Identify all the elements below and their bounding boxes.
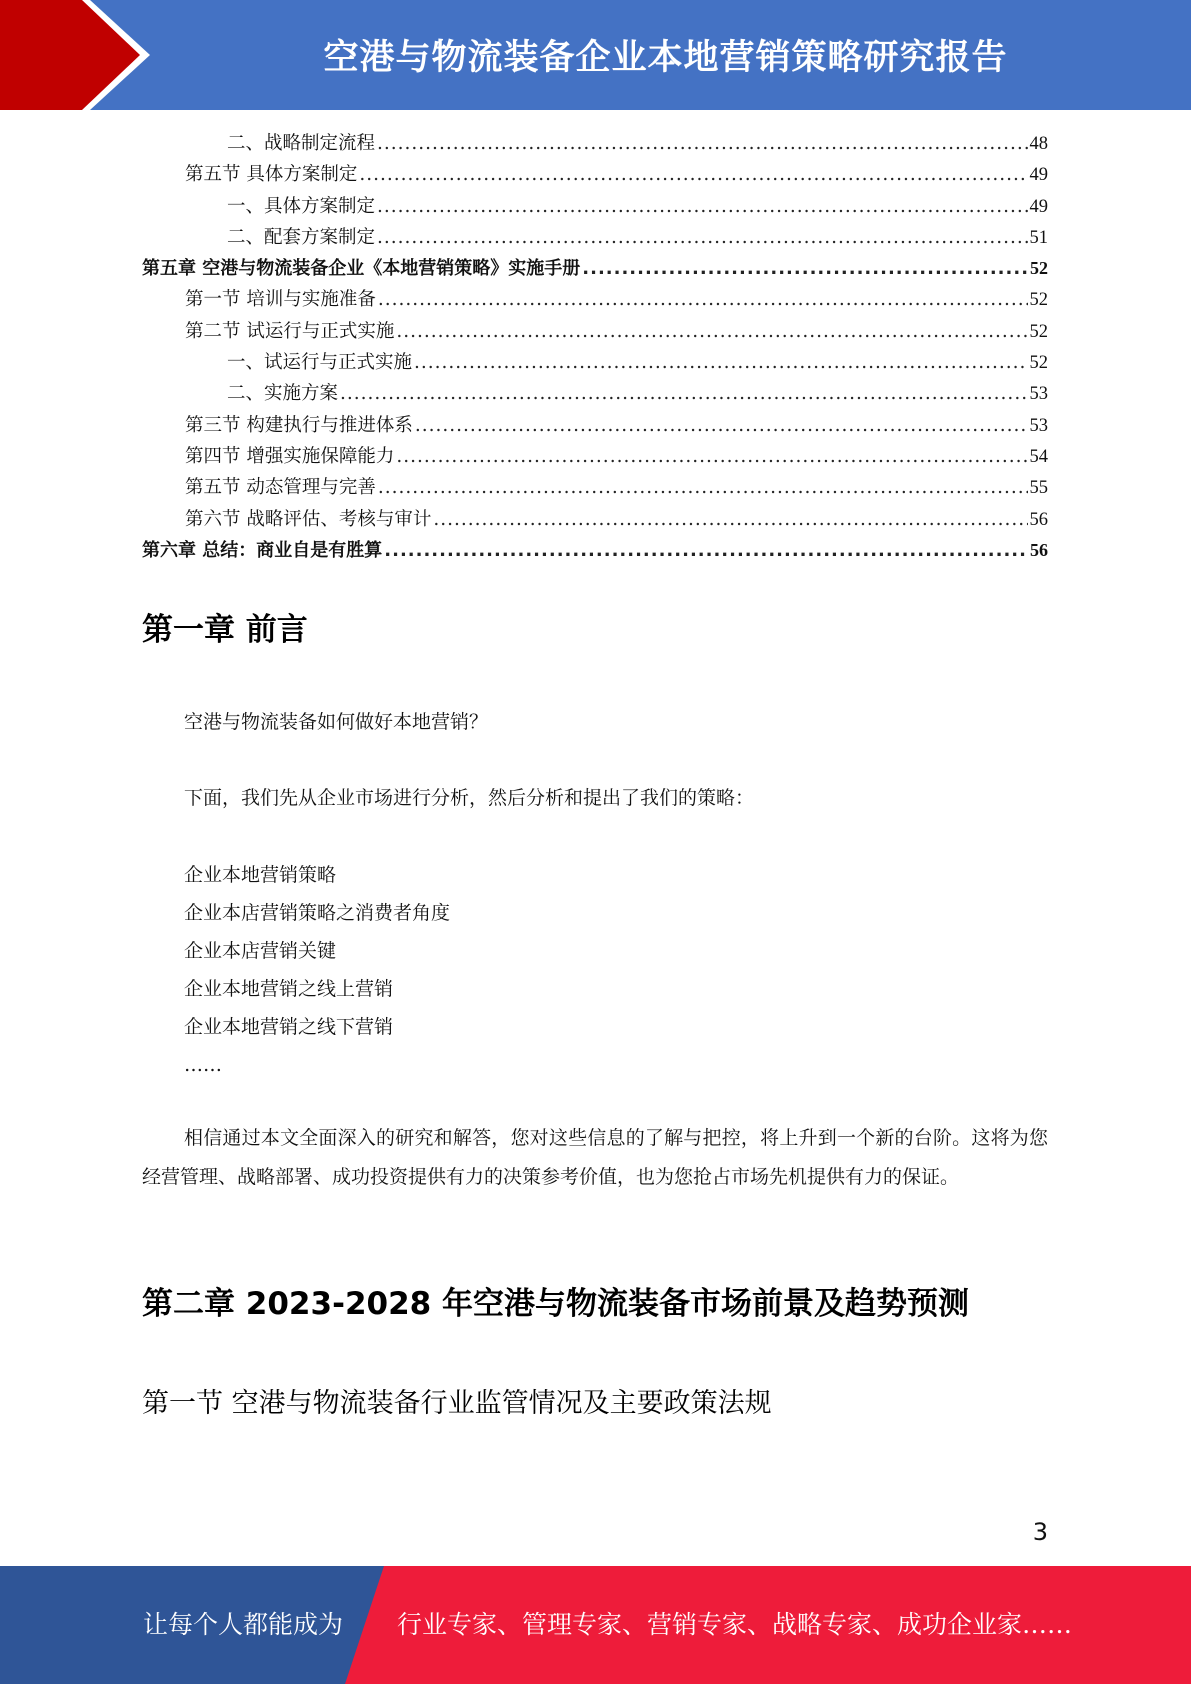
toc-entry-page: 52: [1029, 353, 1048, 374]
toc-leader-dots: [377, 128, 1027, 159]
toc-leader-dots: [378, 284, 1028, 315]
toc-entry-page: 49: [1029, 165, 1048, 186]
toc-leader-dots: [377, 191, 1027, 222]
list-item: ……: [184, 1054, 222, 1076]
toc-entry-page: 55: [1029, 478, 1048, 499]
toc-entry[interactable]: [142, 472, 1048, 503]
toc-leader-dots: [384, 535, 1028, 566]
toc-entry-page: 56: [1030, 539, 1048, 560]
toc-entry-page: 52: [1030, 258, 1048, 279]
toc-entry[interactable]: [142, 316, 1048, 347]
toc-entry-title: 二、配套方案制定: [227, 226, 376, 248]
toc-entry-page: 52: [1029, 290, 1048, 311]
toc-leader-dots: [377, 222, 1027, 253]
toc-leader-dots: [359, 159, 1027, 190]
toc-leader-dots: [415, 410, 1028, 441]
toc-entry-title: 第三节 构建执行与推进体系: [185, 414, 413, 436]
toc-leader-dots: [433, 504, 1027, 535]
page-footer: [0, 1566, 1191, 1684]
section-1-heading: 第一节 空港与物流装备行业监管情况及主要政策法规: [142, 1388, 772, 1419]
header-arrow-decoration: [0, 0, 150, 110]
chapter-1-question: 空港与物流装备如何做好本地营销？: [184, 711, 489, 733]
toc-entry-title: 第二节 试运行与正式实施: [185, 320, 395, 342]
chapter-2-heading: 第二章 2023-2028 年空港与物流装备市场前景及趋势预测: [142, 1286, 970, 1322]
toc-entry-page: 52: [1029, 321, 1048, 342]
toc-entry-page: 49: [1029, 196, 1048, 217]
toc-entry-page: 56: [1029, 509, 1048, 530]
toc-entry-title: 二、战略制定流程: [227, 133, 376, 154]
footer-slogan-right: 行业专家、管理专家、营销专家、战略专家、成功企业家……: [397, 1610, 1073, 1639]
toc-leader-dots: [582, 253, 1028, 284]
toc-entry-title: 一、具体方案制定: [227, 195, 376, 217]
toc-entry[interactable]: [142, 378, 1048, 409]
toc-entry-page: 54: [1029, 446, 1048, 467]
chapter-1-intro: 下面，我们先从企业市场进行分析，然后分析和提出了我们的策略：: [184, 787, 755, 809]
toc-entry-title: 第五章 空港与物流装备企业《本地营销策略》实施手册: [142, 258, 581, 280]
list-item: 企业本店营销策略之消费者角度: [184, 902, 451, 924]
toc-leader-dots: [378, 472, 1028, 503]
toc-entry-title: 第六节 战略评估、考核与审计: [185, 508, 432, 530]
toc-entry-title: 二、实施方案: [227, 383, 339, 405]
table-of-contents: [142, 128, 1048, 566]
toc-entry-page: 53: [1029, 384, 1048, 405]
strategy-list: [184, 856, 450, 1084]
page-number: 3: [1032, 1518, 1048, 1546]
footer-slogan-left: 让每个人都能成为: [143, 1610, 344, 1639]
toc-leader-dots: [396, 441, 1027, 472]
list-item: 企业本地营销之线下营销: [184, 1016, 394, 1038]
toc-entry-title: 第五节 具体方案制定: [185, 164, 358, 186]
toc-entry-title: 第一节 培训与实施准备: [185, 289, 376, 311]
list-item: 企业本店营销关键: [184, 940, 337, 962]
toc-leader-dots: [414, 347, 1027, 378]
toc-entry-title: 第五节 动态管理与完善: [185, 477, 376, 499]
chapter-1-body: 相信通过本文全面深入的研究和解答，您对这些信息的了解与把控，将上升到一个新的台阶。这将为您经营管理、战略部署、成功投资提供有力的决策参考价值，也为您抢占市场先机提供有力的保证。: [142, 1127, 1048, 1188]
toc-leader-dots: [340, 378, 1027, 409]
chapter-1-heading: 第一章 前言: [142, 612, 308, 648]
toc-entry[interactable]: [142, 441, 1048, 472]
toc-entry[interactable]: [142, 504, 1048, 535]
toc-entry-title: 第六章 总结：商业自是有胜算: [142, 539, 383, 561]
list-item: 企业本地营销之线上营销: [184, 978, 394, 1000]
toc-entry[interactable]: [142, 410, 1048, 441]
toc-entry-page: 51: [1029, 227, 1048, 248]
toc-entry[interactable]: [142, 128, 1048, 159]
page-header: [0, 0, 1191, 110]
toc-leader-dots: [396, 316, 1027, 347]
toc-entry[interactable]: [142, 253, 1048, 284]
toc-entry[interactable]: [142, 535, 1048, 566]
header-title: 空港与物流装备企业本地营销策略研究报告: [323, 38, 1008, 78]
toc-entry[interactable]: [142, 222, 1048, 253]
toc-entry[interactable]: [142, 284, 1048, 315]
toc-entry-page: 48: [1029, 134, 1048, 154]
toc-entry-title: 第四节 增强实施保障能力: [185, 445, 395, 467]
toc-entry-page: 53: [1029, 415, 1048, 436]
list-item: 企业本地营销策略: [184, 864, 337, 886]
toc-entry[interactable]: [142, 347, 1048, 378]
toc-entry[interactable]: [142, 159, 1048, 190]
toc-entry[interactable]: [142, 191, 1048, 222]
toc-entry-title: 一、试运行与正式实施: [227, 352, 413, 374]
